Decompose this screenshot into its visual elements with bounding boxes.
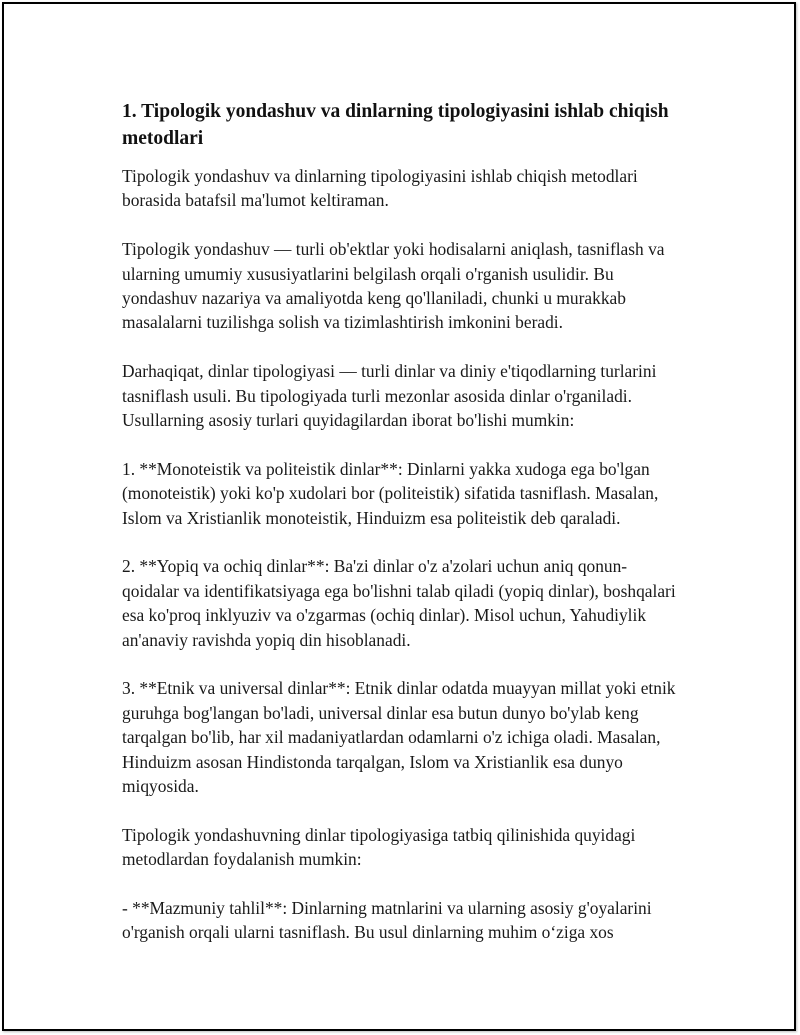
- paragraph-methods-intro: Tipologik yondashuvning dinlar tipologiyasiga tatbiq qilinishida quyidagi metodlardan foydalanish mumkin:: [122, 824, 636, 870]
- paragraph-typological-approach: Tipologik yondashuv — turli ob'ektlar yoki hodisalarni aniqlash, tasniflash va ularning umumiy xususiyatlarini belgilash orqali o'rganish usulidir. Bu yondashuv nazariya va amaliyotda keng qo'llaniladi, chunki u murakkab masalalarni tuzilishga solish va tizimlashtirish imkonini beradi.: [122, 239, 665, 333]
- paragraph-intro: Tipologik yondashuv va dinlarning tipologiyasini ishlab chiqish metodlari borasida batafsil ma'lumot keltiraman.: [122, 166, 638, 211]
- document-body: [122, 98, 682, 945]
- list-item-content-analysis: - **Mazmuniy tahlil**: Dinlarning matnlarini va ularning asosiy g'oyalarini o'rganish orqali ularni tasniflash. Bu usul dinlarning muhim o‘ziga xos: [122, 898, 652, 943]
- paragraph-religion-typology: Darhaqiqat, dinlar tipologiyasi — turli dinlar va diniy e'tiqodlarning turlarini tasniflash usuli. Bu tipologiyada turli mezonlar asosida dinlar o'rganiladi. Usullarning asosiy turlari quyidagilardan iborat bo'lishi mumkin:: [122, 361, 657, 431]
- document-page: [2, 2, 796, 1031]
- list-item-closed-open: 2. **Yopiq va ochiq dinlar**: Ba'zi dinlar o'z a'zolari uchun aniq qonun-qoidalar va identifikatsiyaga ega bo'lishni talab qiladi (yopiq dinlar), boshqalari esa ko'proq inklyuziv va o'zgarmas (ochiq dinlar). Misol uchun, Yahudiylik an'anaviy ravishda yopiq din hisoblanadi.: [122, 556, 676, 650]
- list-item-ethnic-universal: 3. **Etnik va universal dinlar**: Etnik dinlar odatda muayyan millat yoki etnik guruhga bog'langan bo'ladi, universal dinlar esa butun dunyo bo'ylab keng tarqalgan bo'lib, har xil madaniyatlardan odamlarni o'z ichiga oladi. Masalan, Hinduizm asosan Hindistonda tarqalgan, Islom va Xristianlik esa dunyo miqyosida.: [122, 678, 676, 797]
- document-title: 1. Tipologik yondashuv va dinlarning tipologiyasini ishlab chiqish metodlari: [122, 101, 669, 149]
- list-item-monotheistic: 1. **Monoteistik va politeistik dinlar**: Dinlarni yakka xudoga ega bo'lgan (monoteistik) yoki ko'p xudolari bor (politeistik) sifatida tasniflash. Masalan, Islom va Xristianlik monoteistik, Hinduizm esa politeistik deb qaraladi.: [122, 458, 659, 528]
